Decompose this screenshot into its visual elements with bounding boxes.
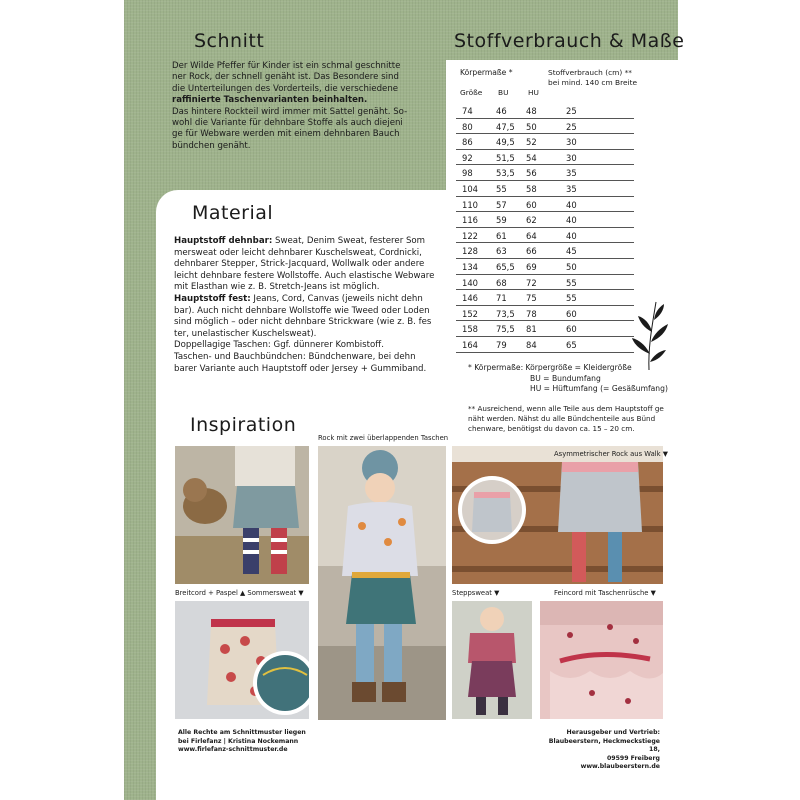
photo-asymmetric-walk — [452, 446, 663, 584]
intro-line: ner Rock, der schnell genäht ist. Das Besondere sind — [172, 72, 399, 83]
material-line: Jeans, Cord, Canvas (jeweils nicht dehn — [250, 293, 423, 304]
cell-hu: 84 — [526, 339, 537, 350]
material-line: leicht dehnbare festere Wollstoffe. Auch elastische Webware — [174, 270, 435, 281]
cell-bu: 63 — [496, 246, 507, 257]
stoffverbrauch-heading: Stoffverbrauch & Maße — [454, 30, 685, 52]
cell-stoffverbrauch: 35 — [566, 168, 577, 179]
cell-stoffverbrauch: 55 — [566, 293, 577, 304]
cell-hu: 48 — [526, 106, 537, 116]
cell-bu: 53,5 — [496, 168, 515, 179]
footer-rights — [178, 729, 306, 755]
triangle-down-icon: ▼ — [494, 589, 500, 597]
cell-bu: 49,5 — [496, 137, 515, 148]
cell-groesse: 128 — [462, 246, 478, 257]
cell-hu: 78 — [526, 308, 537, 319]
material-fest-label: Hauptstoff fest: — [174, 293, 251, 304]
footnote-koerpermasse — [468, 363, 678, 395]
table-header-right: Stoffverbrauch (cm) ** bei mind. 140 cm Breite — [548, 68, 638, 87]
intro-line: die Unterteilungen des Vorderteils, die verschiedene — [172, 83, 399, 94]
cell-groesse: 86 — [462, 137, 473, 148]
cell-hu: 81 — [526, 324, 537, 335]
photo-dog-skirt-image — [175, 446, 309, 584]
cell-bu: 46 — [496, 106, 507, 116]
footer-publisher — [540, 729, 660, 772]
cell-stoffverbrauch: 25 — [566, 106, 577, 116]
cell-groesse: 110 — [462, 199, 478, 210]
caption-breitcord-text: Breitcord + Paspel — [175, 589, 238, 597]
material-doppel: Doppellagige Taschen: Ggf. dünnerer Kombistoff. — [174, 340, 384, 351]
intro-line: raffinierte Taschenvarianten beinhalten. — [172, 95, 368, 106]
cell-stoffverbrauch: 35 — [566, 183, 577, 194]
table-row — [456, 197, 634, 213]
col-bu: BU — [498, 88, 509, 97]
material-line: Sweat, Denim Sweat, festerer Som — [272, 236, 426, 246]
photo-feincord-ruesche-image — [540, 601, 663, 719]
table-row — [456, 275, 634, 291]
material-heading: Material — [192, 202, 274, 224]
footer-line: www.blaubeerstern.de — [580, 763, 660, 771]
photo-steppsweat — [452, 601, 532, 719]
caption-two-pockets: Rock mit zwei überlappenden Taschen — [318, 434, 449, 442]
table-row — [456, 150, 634, 166]
table-row — [456, 306, 634, 322]
photo-dog-skirt — [175, 446, 309, 584]
table-row — [456, 228, 634, 244]
cell-groesse: 122 — [462, 230, 478, 241]
footer-line: Blaubeerstern, Heckmeckstiege 18, — [548, 737, 660, 754]
photo-asymmetric-walk-image — [452, 446, 663, 584]
leaf-branch-icon — [626, 298, 672, 372]
footer-line: 09599 Freiberg — [607, 754, 660, 762]
material-line: Taschen- und Bauchbündchen: Bündchenware, bei dehn — [174, 351, 416, 362]
material-line: sind möglich – oder nicht dehnbare Strickware (wie z. B. fes — [174, 317, 432, 328]
caption-steppsweat-text: Steppsweat — [452, 589, 492, 597]
cell-hu: 72 — [526, 277, 537, 288]
photo-breitcord-sommersweat — [175, 601, 309, 719]
cell-bu: 61 — [496, 230, 507, 241]
table-row — [456, 212, 634, 228]
material-line: ter, unelastischer Kuschelsweat). — [174, 328, 317, 339]
table-row — [456, 134, 634, 150]
cell-groesse: 134 — [462, 261, 478, 272]
footnote-stoffverbrauch — [468, 404, 678, 433]
note-line: chenware, benötigst du davon ca. 15 – 20 cm. — [468, 423, 635, 433]
cell-hu: 58 — [526, 183, 537, 194]
cell-bu: 79 — [496, 339, 507, 350]
col-hu: HU — [528, 88, 539, 97]
cell-bu: 47,5 — [496, 121, 515, 132]
material-line: bar). Auch nicht dehnbare Wollstoffe wie Tweed oder Loden — [174, 305, 430, 316]
triangle-down-icon: ▼ — [650, 589, 656, 597]
intro-line: Das hintere Rockteil wird immer mit Sattel genäht. So- — [172, 106, 408, 117]
cell-bu: 55 — [496, 183, 507, 194]
material-line: mersweat oder leicht dehnbarer Kuschelsweat, Cordnicki, — [174, 247, 422, 258]
cell-hu: 69 — [526, 261, 537, 272]
table-row — [456, 290, 634, 306]
col-groesse: Größe — [460, 88, 483, 97]
photo-steppsweat-image — [452, 601, 532, 719]
table-header-left: Körpermaße * — [460, 68, 513, 77]
note-line: näht werden. Nähst du alle Bündchenteile aus Bünd — [468, 413, 656, 423]
cell-hu: 52 — [526, 137, 537, 148]
material-line: mit Elasthan wie z. B. Stretch-Jeans ist möglich. — [174, 282, 380, 293]
cell-groesse: 104 — [462, 183, 478, 194]
footer-line: www.firlefanz-schnittmuster.de — [178, 746, 288, 754]
cell-groesse: 80 — [462, 121, 473, 132]
caption-asymmetric — [554, 450, 668, 458]
material-line: barer Variante auch Hauptstoff oder Jersey + Gummiband. — [174, 363, 427, 374]
cell-stoffverbrauch: 60 — [566, 308, 577, 319]
intro-line: ge für Webware werden mit einem dehnbaren Bauch — [172, 129, 400, 140]
cell-bu: 68 — [496, 277, 507, 288]
cell-stoffverbrauch: 65 — [566, 339, 577, 350]
material-line: dehnbarer Stepper, Strick-Jacquard, Wollwalk oder andere — [174, 259, 425, 270]
table-row — [456, 181, 634, 197]
cell-hu: 60 — [526, 199, 537, 210]
cell-stoffverbrauch: 30 — [566, 152, 577, 163]
caption-steppsweat — [452, 589, 499, 597]
note-line: * Körpermaße: Körpergröße = Kleidergröße — [468, 363, 632, 372]
cell-stoffverbrauch: 40 — [566, 215, 577, 226]
photo-two-pockets-image — [318, 446, 446, 720]
photo-feincord-ruesche — [540, 601, 663, 719]
cell-groesse: 98 — [462, 168, 473, 179]
cell-stoffverbrauch: 40 — [566, 230, 577, 241]
cell-bu: 51,5 — [496, 152, 515, 163]
note-line: ** Ausreichend, wenn alle Teile aus dem Hauptstoff ge — [468, 404, 664, 413]
cell-groesse: 146 — [462, 293, 478, 304]
cell-hu: 56 — [526, 168, 537, 179]
cell-hu: 62 — [526, 215, 537, 226]
triangle-up-icon: ▲ — [240, 589, 246, 597]
table-row — [456, 321, 634, 337]
cell-bu: 73,5 — [496, 308, 515, 319]
cell-bu: 59 — [496, 215, 507, 226]
cell-bu: 71 — [496, 293, 507, 304]
cell-hu: 54 — [526, 152, 537, 163]
intro-text — [172, 61, 447, 152]
table-rows — [456, 103, 634, 353]
cell-stoffverbrauch: 50 — [566, 261, 577, 272]
caption-feincord — [554, 589, 656, 597]
material-text — [174, 236, 458, 375]
intro-line: bündchen genäht. — [172, 140, 251, 151]
cell-groesse: 74 — [462, 106, 473, 116]
inspiration-heading: Inspiration — [190, 414, 297, 436]
cell-stoffverbrauch: 45 — [566, 246, 577, 257]
cell-groesse: 152 — [462, 308, 478, 319]
cell-hu: 66 — [526, 246, 537, 257]
table-row — [456, 119, 634, 135]
cell-groesse: 140 — [462, 277, 478, 288]
cell-bu: 57 — [496, 199, 507, 210]
note-line: BU = Bundumfang — [530, 373, 601, 383]
material-dehnbar-label: Hauptstoff dehnbar: — [174, 236, 273, 246]
schnitt-heading: Schnitt — [194, 30, 265, 52]
table-row — [456, 259, 634, 275]
footer-line: Alle Rechte am Schnittmuster liegen — [178, 729, 306, 736]
cell-stoffverbrauch: 55 — [566, 277, 577, 288]
cell-groesse: 164 — [462, 339, 478, 350]
caption-asymmetric-text: Asymmetrischer Rock aus Walk — [554, 450, 661, 458]
intro-line: wohl die Variante für dehnbare Stoffe als auch diejeni — [172, 118, 403, 129]
footer-line: bei Firlefanz | Kristina Nockemann — [178, 737, 299, 745]
cell-hu: 50 — [526, 121, 537, 132]
intro-line: Der Wilde Pfeffer für Kinder ist ein schmal geschnitte — [172, 61, 401, 71]
photo-breitcord-sommersweat-image — [175, 601, 309, 719]
caption-sommersweat-text: Sommersweat — [247, 589, 297, 597]
note-line: HU = Hüftumfang (= Gesäßumfang) — [530, 384, 668, 393]
cell-groesse: 158 — [462, 324, 478, 335]
table-row — [456, 165, 634, 181]
photo-two-pockets — [318, 446, 446, 720]
footer-line: Herausgeber und Vertrieb: — [566, 729, 660, 736]
cell-groesse: 116 — [462, 215, 478, 226]
cell-groesse: 92 — [462, 152, 473, 163]
cell-hu: 64 — [526, 230, 537, 241]
cell-bu: 75,5 — [496, 324, 515, 335]
caption-breitcord — [175, 589, 304, 597]
cell-stoffverbrauch: 60 — [566, 324, 577, 335]
table-row — [456, 243, 634, 259]
triangle-down-icon: ▼ — [662, 450, 668, 458]
table-row — [456, 337, 634, 353]
cell-bu: 65,5 — [496, 261, 515, 272]
cell-hu: 75 — [526, 293, 537, 304]
cell-stoffverbrauch: 25 — [566, 121, 577, 132]
caption-feincord-text: Feincord mit Taschenrüsche — [554, 589, 649, 597]
cell-stoffverbrauch: 30 — [566, 137, 577, 148]
triangle-down-icon: ▼ — [298, 589, 304, 597]
table-row — [456, 103, 634, 119]
cell-stoffverbrauch: 40 — [566, 199, 577, 210]
